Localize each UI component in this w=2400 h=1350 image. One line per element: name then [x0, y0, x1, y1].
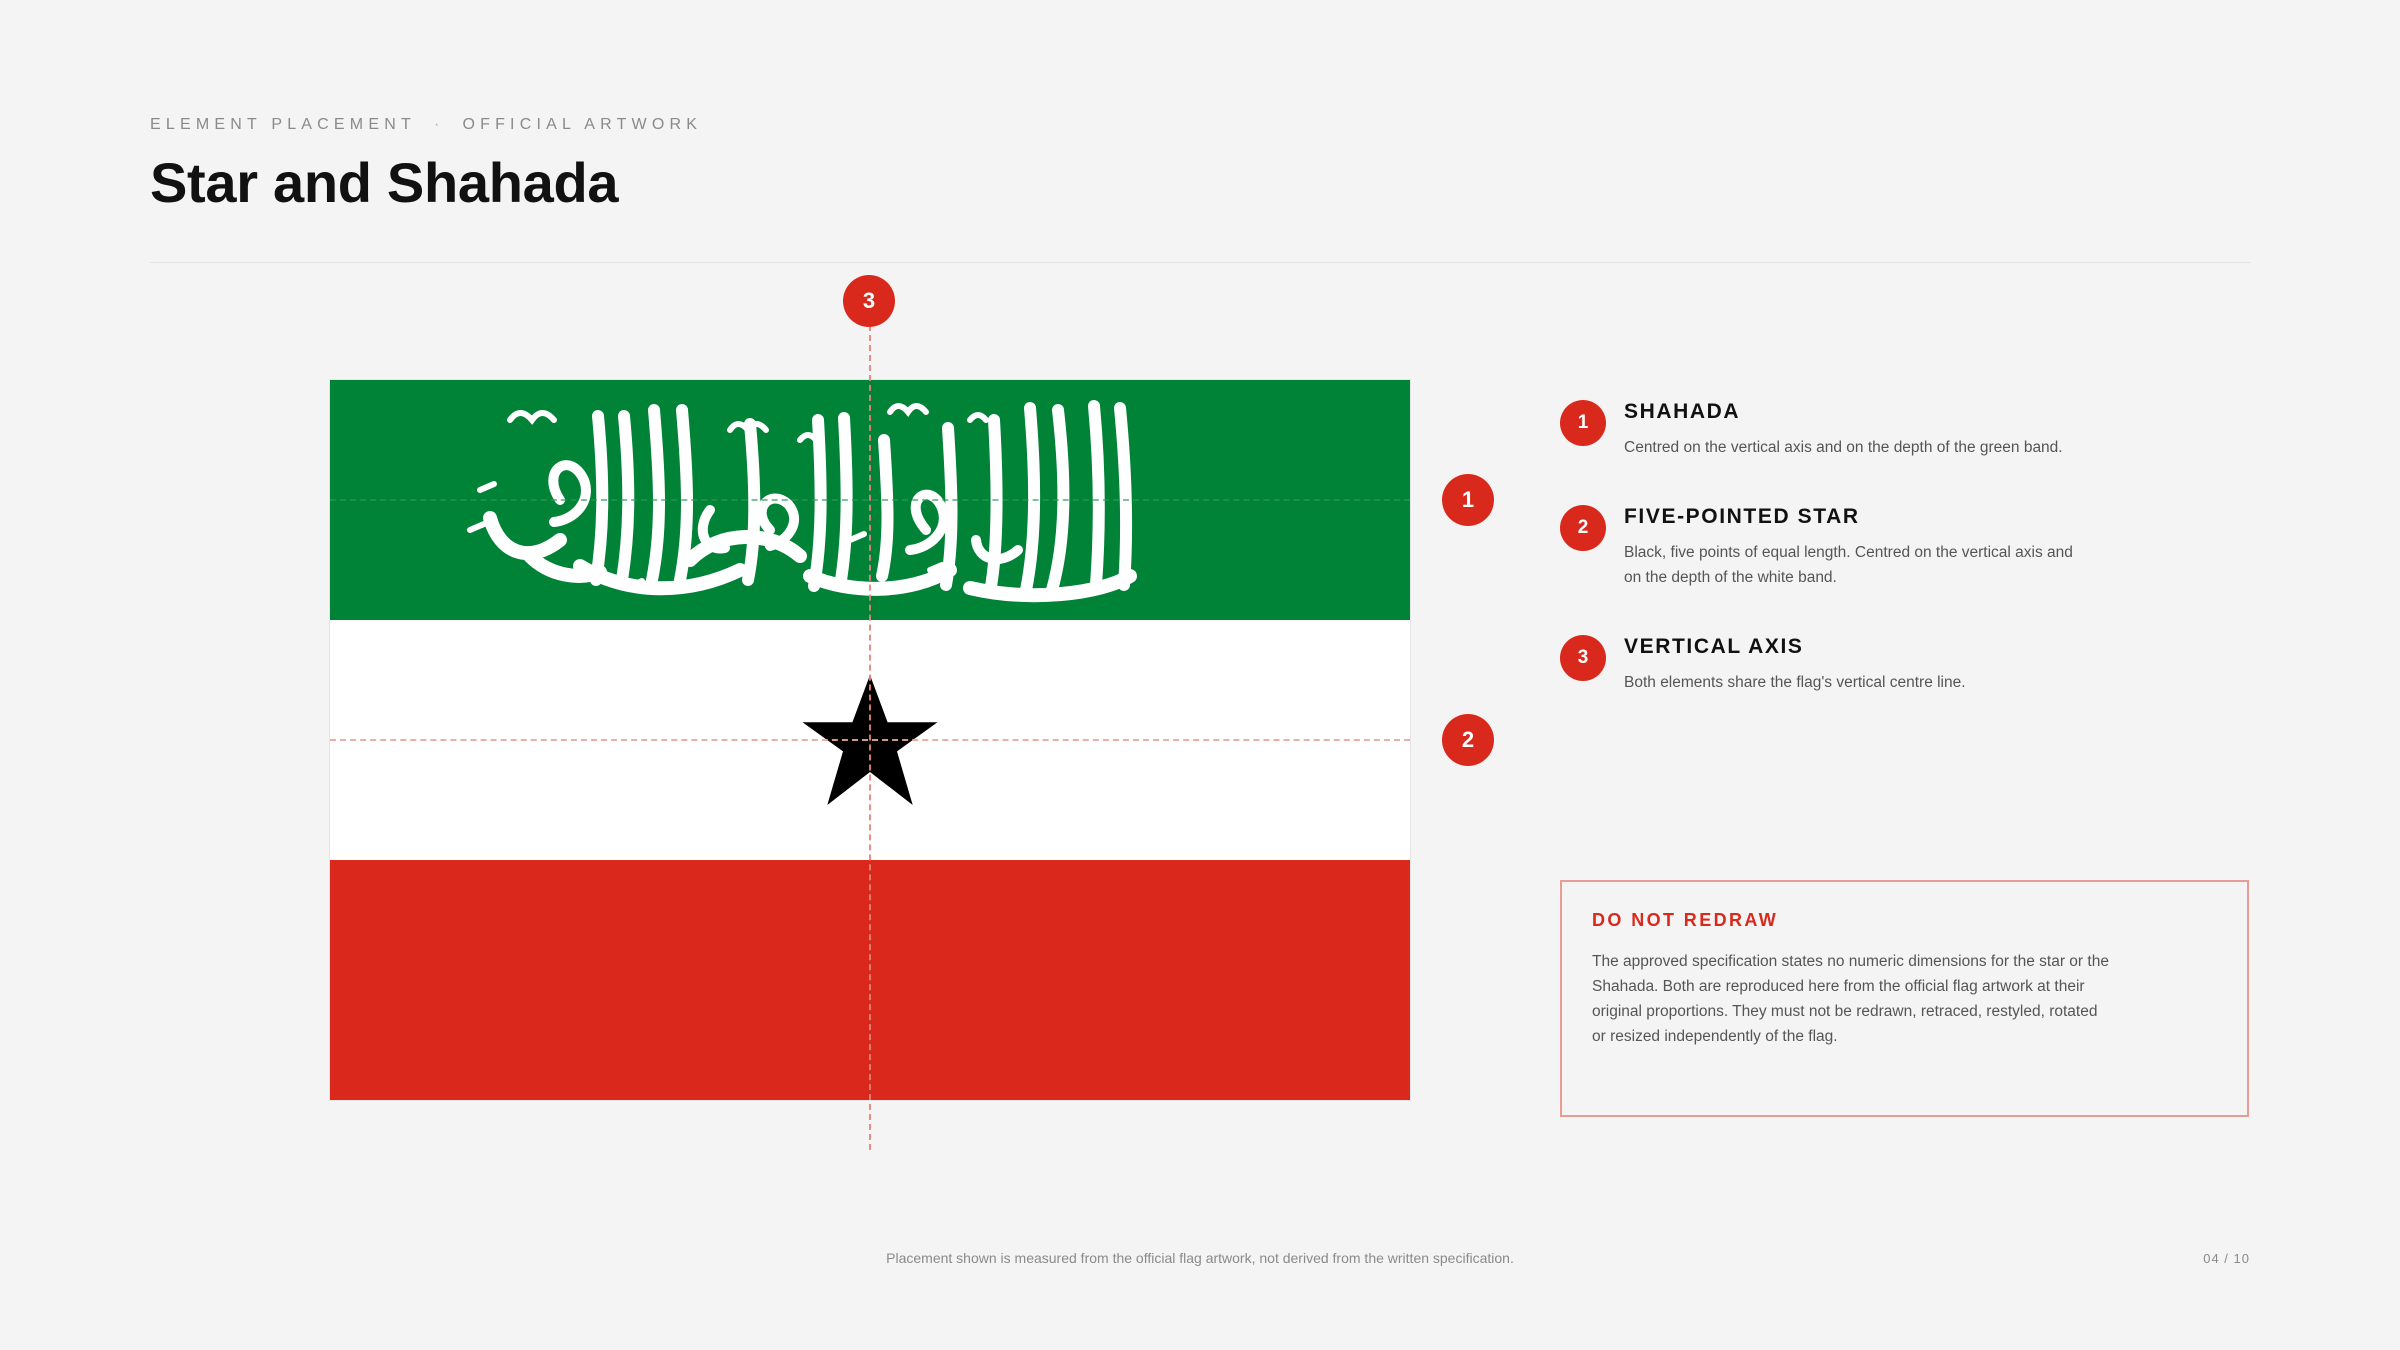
note-text: Both elements share the flag's vertical centre line. [1624, 674, 1966, 691]
header-divider [150, 262, 2251, 263]
note-text: Centred on the vertical axis and on the depth of the green band. [1624, 439, 2063, 456]
page-number: 04 / 10 [2203, 1251, 2250, 1266]
note-number: 3 [1560, 635, 1606, 681]
note-title: SHAHADA [1624, 400, 1741, 423]
note-number: 2 [1560, 505, 1606, 551]
green-band-centre-guide [330, 499, 1410, 501]
marker-shahada: 1 [1442, 474, 1494, 526]
page-title: Star and Shahada [150, 151, 619, 214]
callout-title: DO NOT REDRAW [1592, 910, 1779, 930]
do-not-redraw-callout [1560, 880, 2249, 1117]
eyebrow [150, 116, 702, 134]
vertical-axis-guide [869, 325, 871, 1150]
note-title: FIVE-POINTED STAR [1624, 505, 1860, 528]
marker-star: 2 [1442, 714, 1494, 766]
note-title: VERTICAL AXIS [1624, 635, 1804, 658]
note-text: Black, five points of equal length. Centred on the vertical axis and on the depth of the white band. [1624, 544, 2073, 586]
white-band-centre-guide [330, 739, 1410, 741]
eyebrow-separator: · [433, 116, 445, 133]
eyebrow-subsection: OFFICIAL ARTWORK [462, 116, 703, 133]
note-number: 1 [1560, 400, 1606, 446]
footnote: Placement shown is measured from the official flag artwork, not derived from the written specification. [886, 1250, 1514, 1266]
eyebrow-section: ELEMENT PLACEMENT [150, 116, 416, 133]
marker-axis: 3 [843, 275, 895, 327]
callout-text: The approved specification states no numeric dimensions for the star or the Shahada. Both are reproduced here from the official flag artwork at their original proportions. They must not be redrawn, retraced, restyled, rotated or resized independently of the flag. [1592, 953, 2109, 1045]
